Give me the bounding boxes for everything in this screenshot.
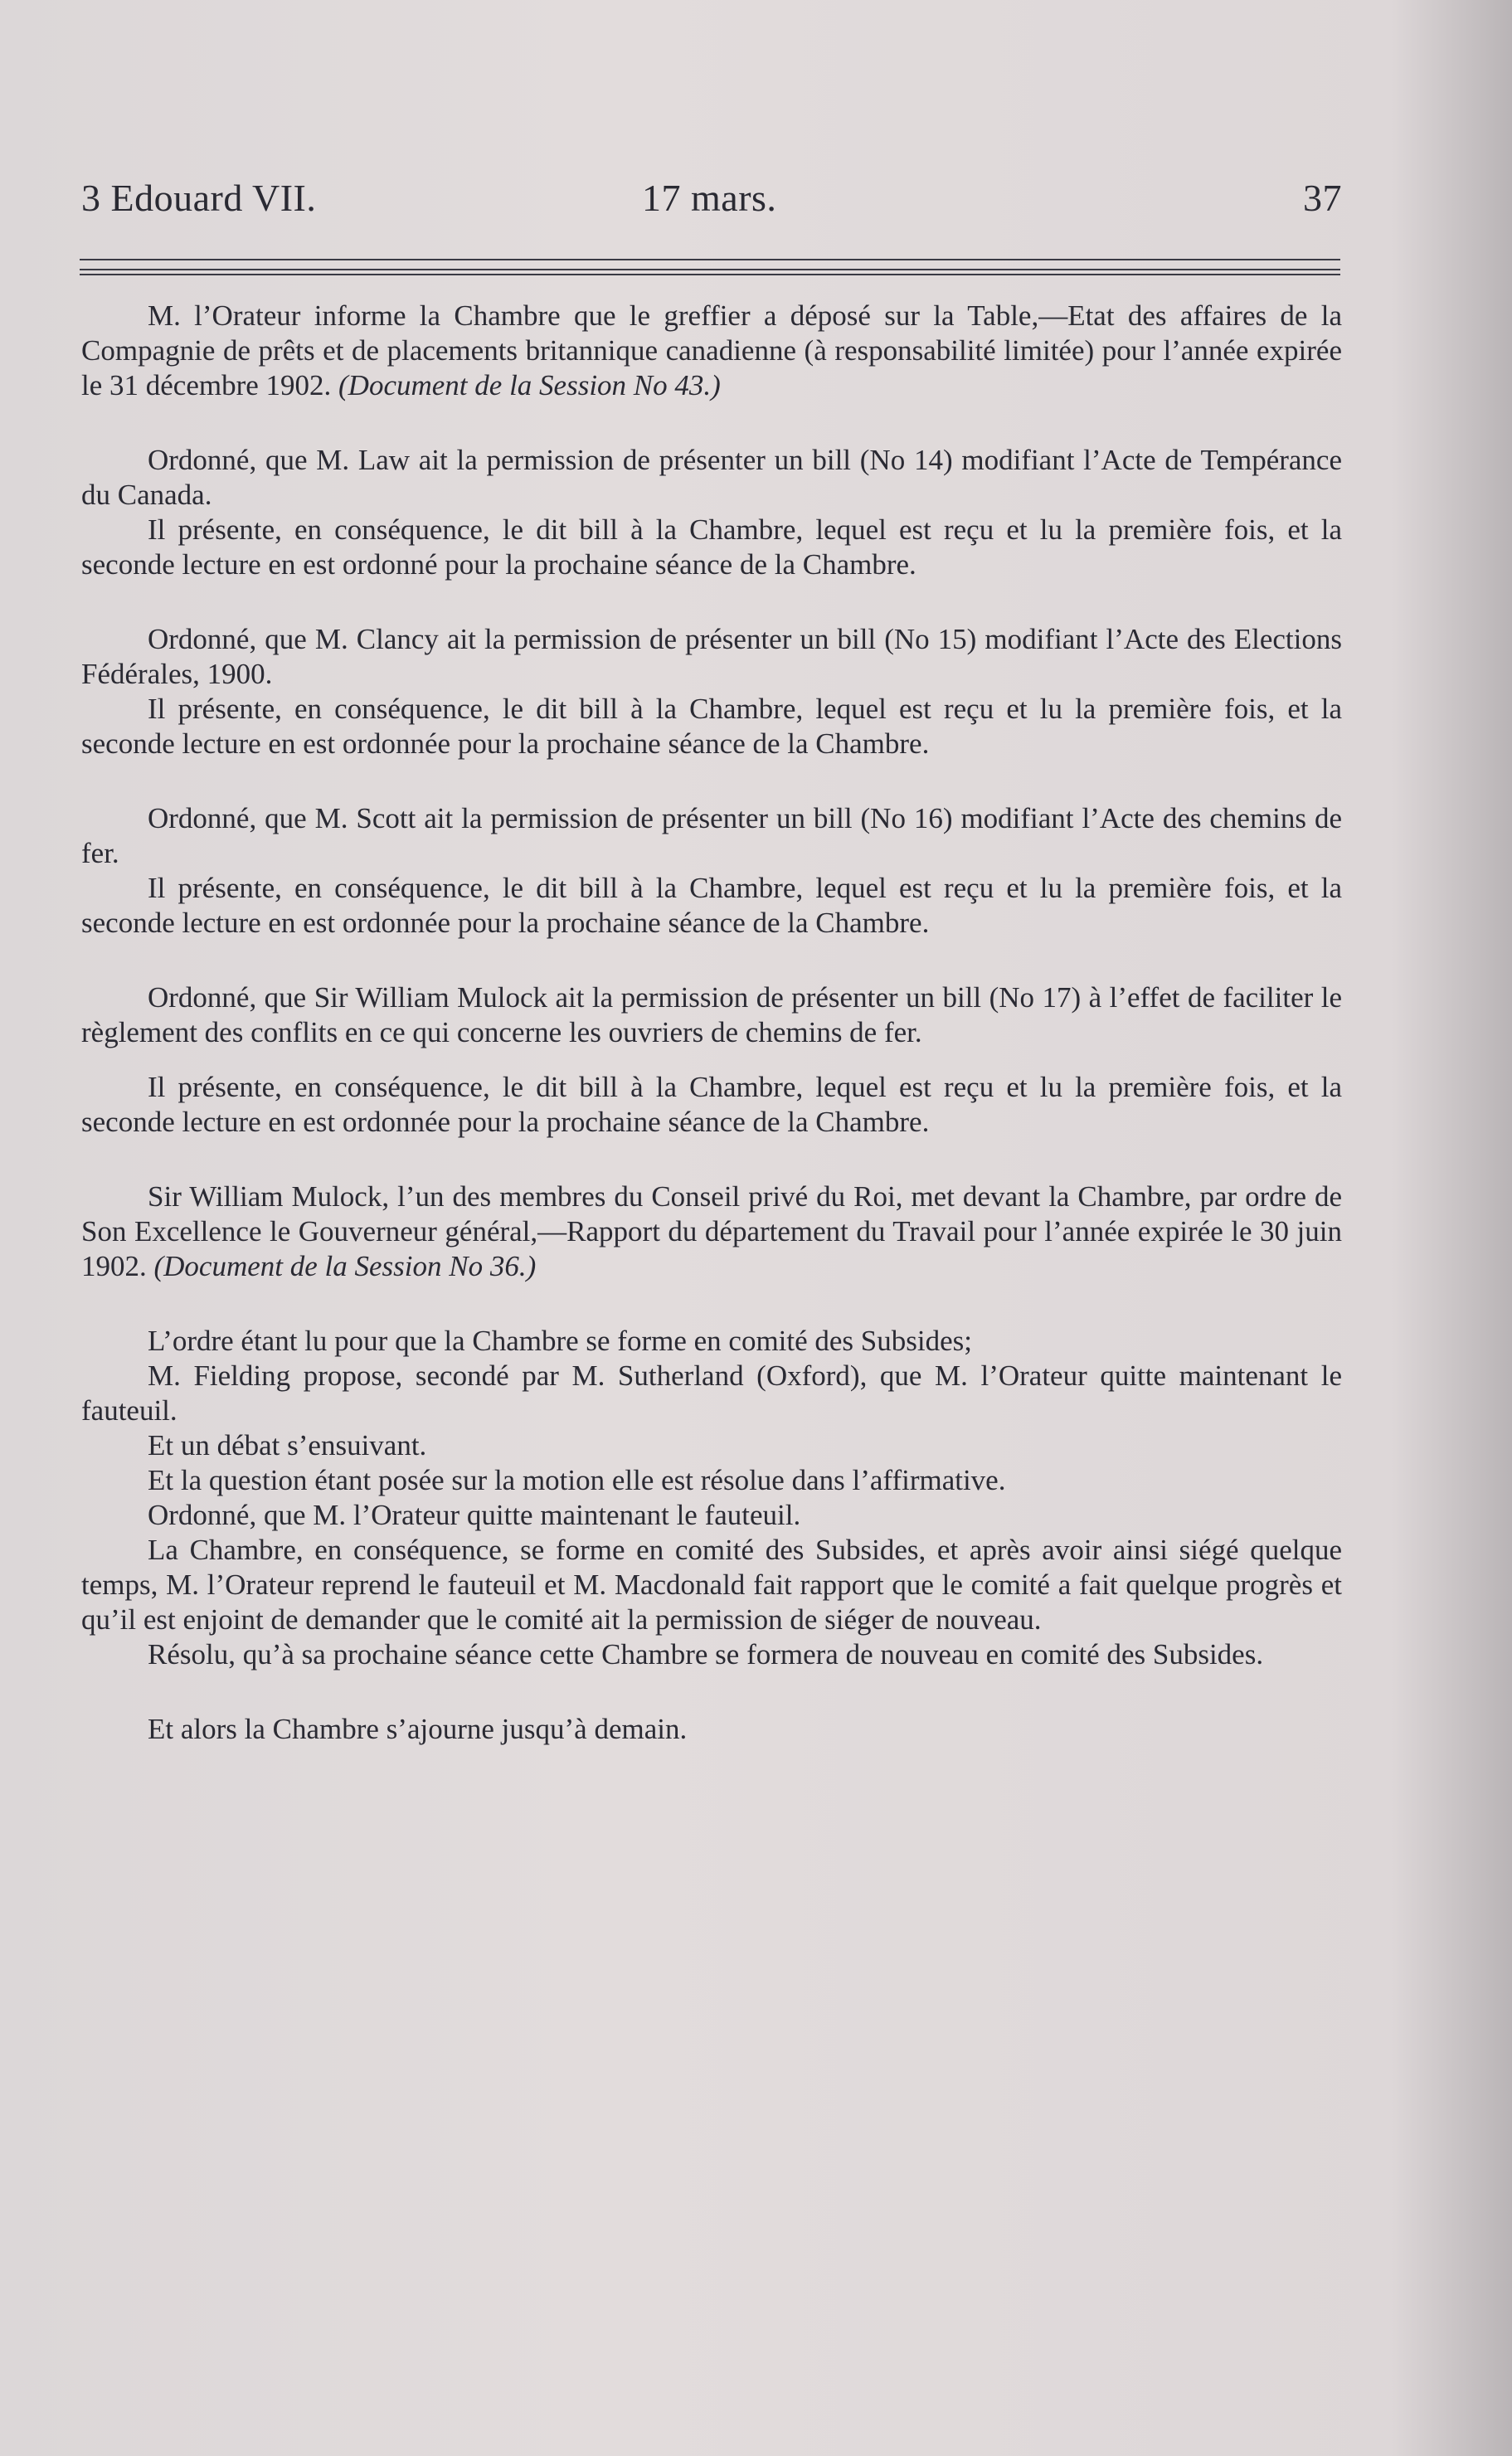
- paragraph: Et un débat s’ensuivant.: [148, 1429, 427, 1461]
- document-reference: (Document de la Session No 43.): [338, 369, 721, 401]
- paragraph: Il présente, en conséquence, le dit bill à la Chambre, lequel est reçu et lu la première fois, et la seconde lecture en est ordonnée pour la prochaine séance de la Chambre.: [81, 693, 1342, 760]
- paragraph: M. Fielding propose, secondé par M. Sutherland (Oxford), que M. l’Orateur quitte maintenant le fauteuil.: [81, 1359, 1342, 1427]
- header-rule: [80, 274, 1340, 275]
- header-reign: 3 Edouard VII.: [81, 177, 317, 219]
- paragraph: Ordonné, que M. Law ait la permission de présenter un bill (No 14) modifiant l’Acte de Tempérance du Canada.: [81, 444, 1342, 511]
- paragraph: Ordonné, que M. Scott ait la permission de présenter un bill (No 16) modifiant l’Acte des chemins de fer.: [81, 802, 1342, 869]
- paragraph: Sir William Mulock, l’un des membres du Conseil privé du Roi, met devant la Chambre, par ordre de Son Excellence le Gouverneur général,—Rapport du département du Travail pour l’année expirée le 30 juin 1902. (Document de la Session No 36.): [81, 1180, 1342, 1282]
- page-number: 37: [1303, 177, 1342, 219]
- paragraph: Il présente, en conséquence, le dit bill à la Chambre, lequel est reçu et lu la première fois, et la seconde lecture en est ordonné pour la prochaine séance de la Chambre.: [81, 513, 1342, 581]
- paragraph: La Chambre, en conséquence, se forme en comité des Subsides, et après avoir ainsi siégé quelque temps, M. l’Orateur reprend le fauteuil et M. Macdonald fait rapport que le comité a fait quelque progrès et qu’il est enjoint de demander que le comité ait la permission de siéger de nouveau.: [81, 1534, 1342, 1636]
- header-date: 17 mars.: [642, 177, 777, 219]
- paragraph: L’ordre étant lu pour que la Chambre se forme en comité des Subsides;: [148, 1325, 972, 1357]
- paragraph: Ordonné, que M. l’Orateur quitte maintenant le fauteuil.: [148, 1499, 801, 1531]
- paragraph: Résolu, qu’à sa prochaine séance cette Chambre se formera de nouveau en comité des Subsides.: [148, 1638, 1264, 1671]
- page-header: [81, 176, 1342, 234]
- paragraph: Ordonné, que M. Clancy ait la permission de présenter un bill (No 15) modifiant l’Acte des Elections Fédérales, 1900.: [81, 623, 1342, 690]
- document-reference: (Document de la Session No 36.): [153, 1250, 537, 1282]
- header-rule: [80, 259, 1340, 260]
- paragraph: Ordonné, que Sir William Mulock ait la permission de présenter un bill (No 17) à l’effet de faciliter le règlement des conflits en ce qui concerne les ouvriers de chemins de fer.: [81, 981, 1342, 1048]
- paragraph: Il présente, en conséquence, le dit bill à la Chambre, lequel est reçu et lu la première fois, et la seconde lecture en est ordonnée pour la prochaine séance de la Chambre.: [81, 872, 1342, 939]
- document-body: [81, 299, 1342, 1747]
- header-rule: [80, 269, 1340, 270]
- paragraph: M. l’Orateur informe la Chambre que le greffier a déposé sur la Table,—Etat des affaires de la Compagnie de prêts et de placements britannique canadienne (à responsabilité limitée) pour l’année expirée le 31 décembre 1902. (Document de la Session No 43.): [81, 299, 1342, 401]
- paragraph: Et la question étant posée sur la motion elle est résolue dans l’affirmative.: [148, 1464, 1006, 1496]
- paragraph: Et alors la Chambre s’ajourne jusqu’à demain.: [148, 1713, 688, 1745]
- paragraph: Il présente, en conséquence, le dit bill à la Chambre, lequel est reçu et lu la première fois, et la seconde lecture en est ordonnée pour la prochaine séance de la Chambre.: [81, 1071, 1342, 1138]
